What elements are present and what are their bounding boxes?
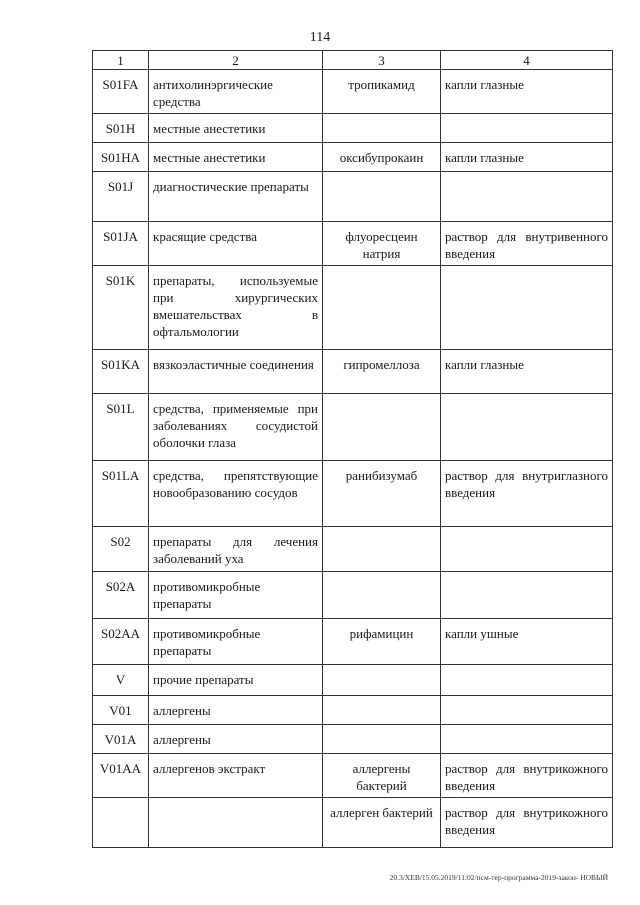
- cell-form: капли ушные: [441, 619, 613, 665]
- header-col-2: 2: [149, 51, 323, 70]
- cell-name: средства, препятствующие новообразованию сосудов: [149, 461, 323, 527]
- cell-drug: аллергены бактерий: [323, 754, 441, 798]
- cell-name: вязкоэластичные соединения: [149, 350, 323, 394]
- drug-table: [92, 50, 613, 848]
- cell-form: капли глазные: [441, 143, 613, 172]
- cell-form: раствор для внутрикожного введения: [441, 754, 613, 798]
- table-row: [93, 350, 613, 394]
- cell-form: [441, 725, 613, 754]
- cell-code: S01J: [93, 172, 149, 222]
- cell-name: средства, применяемые при заболеваниях сосудистой оболочки глаза: [149, 394, 323, 461]
- table-row: [93, 114, 613, 143]
- cell-name: противомикробные препараты: [149, 619, 323, 665]
- cell-drug: ранибизумаб: [323, 461, 441, 527]
- cell-drug: [323, 725, 441, 754]
- table-row: [93, 527, 613, 572]
- cell-drug: оксибупрокаин: [323, 143, 441, 172]
- table-row: [93, 572, 613, 619]
- cell-drug: [323, 266, 441, 350]
- header-col-4: 4: [441, 51, 613, 70]
- cell-name: препараты для лечения заболеваний уха: [149, 527, 323, 572]
- cell-form: [441, 572, 613, 619]
- table-row: [93, 665, 613, 696]
- cell-name: противомикробные препараты: [149, 572, 323, 619]
- cell-form: капли глазные: [441, 70, 613, 114]
- page-number: 114: [309, 30, 331, 45]
- cell-name: [149, 798, 323, 848]
- cell-code: V01A: [93, 725, 149, 754]
- table-row: [93, 461, 613, 527]
- cell-form: [441, 527, 613, 572]
- cell-drug: флуоресцеин натрия: [323, 222, 441, 266]
- cell-name: аллергены: [149, 696, 323, 725]
- table-row: [93, 798, 613, 848]
- cell-code: S01FA: [93, 70, 149, 114]
- cell-form: [441, 394, 613, 461]
- cell-form: [441, 696, 613, 725]
- cell-code: S02AA: [93, 619, 149, 665]
- cell-code: S02A: [93, 572, 149, 619]
- cell-name: диагностические препараты: [149, 172, 323, 222]
- table-row: [93, 696, 613, 725]
- cell-drug: аллерген бактерий: [323, 798, 441, 848]
- table-row: [93, 725, 613, 754]
- cell-code: S01H: [93, 114, 149, 143]
- table-row: [93, 222, 613, 266]
- cell-form: раствор для внутривенного введения: [441, 222, 613, 266]
- header-col-1: 1: [93, 51, 149, 70]
- cell-drug: гипромеллоза: [323, 350, 441, 394]
- cell-code: S01JA: [93, 222, 149, 266]
- cell-form: [441, 172, 613, 222]
- cell-code: S01LA: [93, 461, 149, 527]
- cell-code: S01K: [93, 266, 149, 350]
- cell-code: S01HA: [93, 143, 149, 172]
- cell-code: S02: [93, 527, 149, 572]
- cell-name: красящие средства: [149, 222, 323, 266]
- table-row: [93, 70, 613, 114]
- cell-name: аллергенов экстракт: [149, 754, 323, 798]
- cell-drug: [323, 665, 441, 696]
- cell-form: [441, 114, 613, 143]
- cell-name: аллергены: [149, 725, 323, 754]
- cell-code: V01AA: [93, 754, 149, 798]
- cell-drug: [323, 696, 441, 725]
- table-row: [93, 619, 613, 665]
- header-col-3: 3: [323, 51, 441, 70]
- cell-name: местные анестетики: [149, 114, 323, 143]
- table-row: [93, 172, 613, 222]
- footer-stamp: 20.3/ХЕВ/15.05.2019/11:02/псм-тер-программа-2019-закон- НОВЫЙ: [389, 873, 608, 882]
- cell-drug: [323, 527, 441, 572]
- cell-name: препараты, используемые при хирургических вмешательствах в офтальмологии: [149, 266, 323, 350]
- cell-drug: [323, 572, 441, 619]
- cell-code: V01: [93, 696, 149, 725]
- cell-drug: [323, 394, 441, 461]
- cell-form: [441, 665, 613, 696]
- cell-form: раствор для внутриглазного введения: [441, 461, 613, 527]
- table-body: [93, 70, 613, 848]
- table-row: [93, 394, 613, 461]
- table-row: [93, 266, 613, 350]
- cell-form: [441, 266, 613, 350]
- cell-drug: тропикамид: [323, 70, 441, 114]
- cell-code: V: [93, 665, 149, 696]
- cell-code: S01KA: [93, 350, 149, 394]
- cell-form: раствор для внутрикожного введения: [441, 798, 613, 848]
- table-row: [93, 754, 613, 798]
- table-row: [93, 143, 613, 172]
- cell-drug: [323, 172, 441, 222]
- cell-code: S01L: [93, 394, 149, 461]
- cell-drug: [323, 114, 441, 143]
- cell-form: капли глазные: [441, 350, 613, 394]
- table-header-row: [93, 51, 613, 70]
- cell-code: [93, 798, 149, 848]
- cell-name: антихолинэргические средства: [149, 70, 323, 114]
- cell-name: местные анестетики: [149, 143, 323, 172]
- cell-drug: рифамицин: [323, 619, 441, 665]
- cell-name: прочие препараты: [149, 665, 323, 696]
